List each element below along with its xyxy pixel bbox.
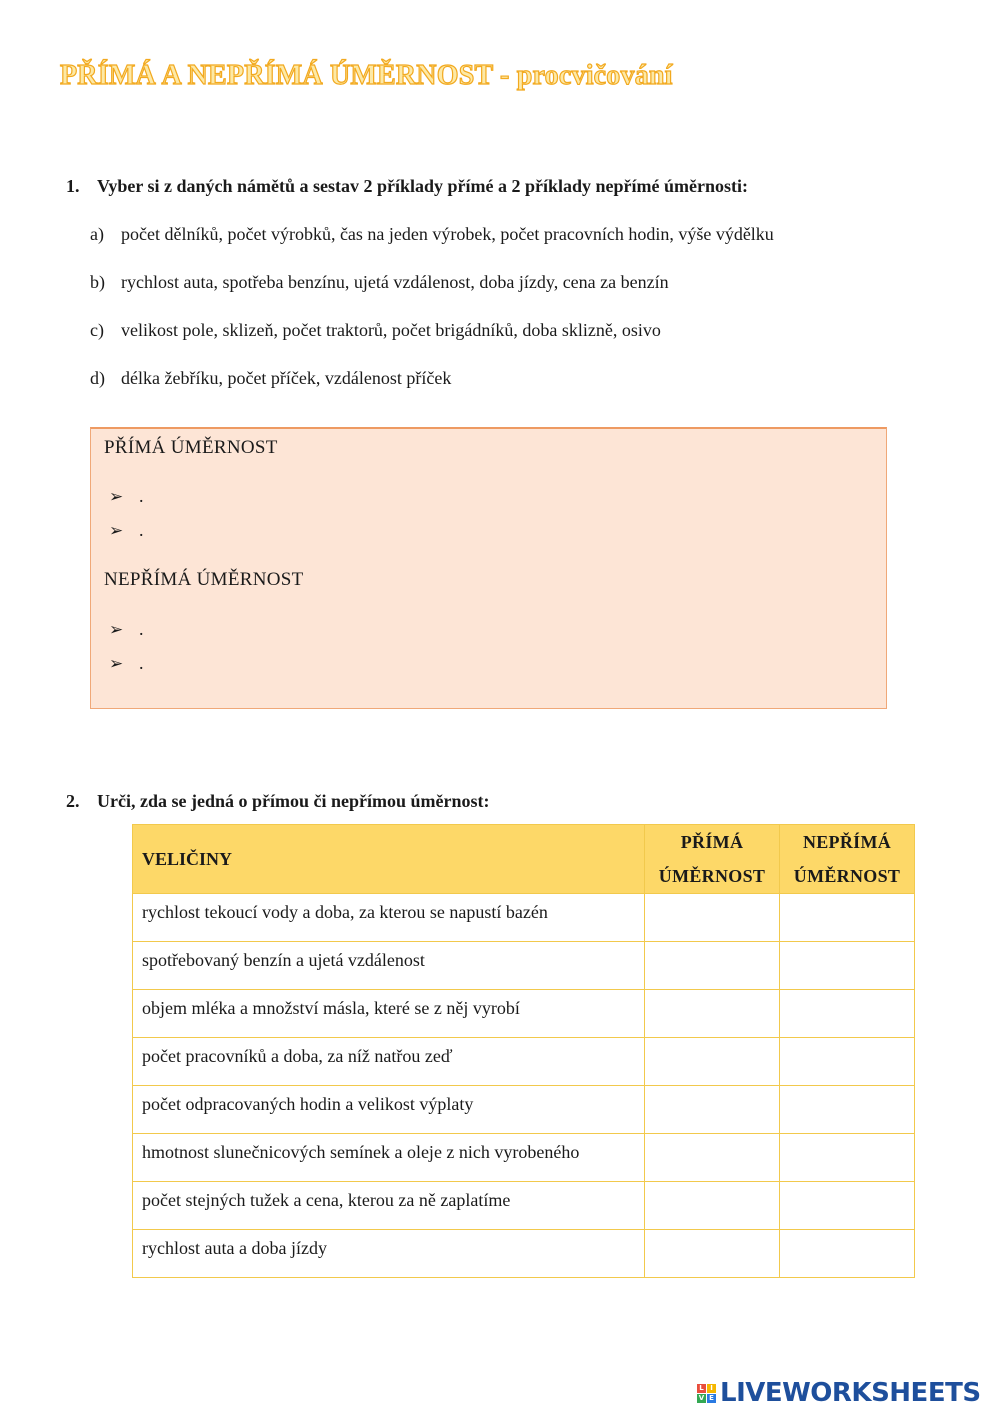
answer-box xyxy=(90,427,887,709)
inverse-answer-cell[interactable] xyxy=(780,1182,915,1230)
row-quantities: objem mléka a množství másla, které se z něj vyrobí xyxy=(133,990,645,1038)
header-inverse-line1: NEPŘÍMÁ xyxy=(802,832,892,852)
inverse-answer-cell[interactable] xyxy=(780,1038,915,1086)
task2-number: 2. xyxy=(66,791,80,811)
direct-proportion-heading: PŘÍMÁ ÚMĚRNOST xyxy=(104,437,278,458)
option-letter: b) xyxy=(90,272,105,292)
task1-heading-text: Vyber si z daných námětů a sestav 2 příklady přímé a 2 příklady nepřímé úměrnosti: xyxy=(97,176,749,196)
logo-letter: L xyxy=(697,1384,706,1393)
row-quantities: počet pracovníků a doba, za níž natřou zeď xyxy=(133,1038,645,1086)
option-text: velikost pole, sklizeň, počet traktorů, počet brigádníků, doba sklizně, osivo xyxy=(121,320,661,340)
inverse-answer-cell[interactable] xyxy=(780,1086,915,1134)
answer-text: . xyxy=(139,486,144,506)
liveworksheets-logo[interactable] xyxy=(697,1378,981,1408)
logo-letter: E xyxy=(707,1394,716,1403)
arrow-bullet-icon: ➢ xyxy=(109,521,124,541)
direct-answer-cell[interactable] xyxy=(645,1182,780,1230)
task1-option-b xyxy=(90,272,669,293)
option-letter: a) xyxy=(90,224,104,244)
row-quantities: rychlost tekoucí vody a doba, za kterou se napustí bazén xyxy=(133,894,645,942)
option-text: rychlost auta, spotřeba benzínu, ujetá vzdálenost, doba jízdy, cena za benzín xyxy=(121,272,669,292)
direct-answer-cell[interactable] xyxy=(645,990,780,1038)
header-inverse xyxy=(780,825,915,894)
direct-answer-cell[interactable] xyxy=(645,942,780,990)
inverse-answer-cell[interactable] xyxy=(780,1134,915,1182)
direct-answer-cell[interactable] xyxy=(645,1230,780,1278)
proportion-table xyxy=(132,824,915,1278)
inverse-answer-line-2[interactable] xyxy=(109,653,144,674)
table-row xyxy=(133,1230,915,1278)
task2-heading xyxy=(66,791,489,812)
task1-option-c xyxy=(90,320,661,341)
task1-option-d xyxy=(90,368,451,389)
answer-text: . xyxy=(139,619,144,639)
header-quantities: VELIČINY xyxy=(133,825,645,894)
logo-letter: V xyxy=(698,1393,705,1402)
arrow-bullet-icon: ➢ xyxy=(109,654,124,674)
task2-heading-text: Urči, zda se jedná o přímou či nepřímou úměrnost: xyxy=(97,791,490,811)
inverse-answer-cell[interactable] xyxy=(780,990,915,1038)
row-quantities: spotřebovaný benzín a ujetá vzdálenost xyxy=(133,942,645,990)
direct-answer-line-1[interactable] xyxy=(109,486,144,507)
option-text: délka žebříku, počet příček, vzdálenost příček xyxy=(121,368,452,388)
table-row xyxy=(133,1134,915,1182)
inverse-answer-cell[interactable] xyxy=(780,942,915,990)
task1-option-a xyxy=(90,224,774,245)
inverse-proportion-heading: NEPŘÍMÁ ÚMĚRNOST xyxy=(104,569,304,590)
answer-text: . xyxy=(139,653,144,673)
option-text: počet dělníků, počet výrobků, čas na jeden výrobek, počet pracovních hodin, výše výdělku xyxy=(121,224,774,244)
table-header-row xyxy=(133,825,915,894)
table-row xyxy=(133,1038,915,1086)
inverse-answer-cell[interactable] xyxy=(780,894,915,942)
task1-number: 1. xyxy=(66,176,80,196)
logo-grid-icon xyxy=(697,1384,716,1403)
row-quantities: hmotnost slunečnicových semínek a oleje z nich vyrobeného xyxy=(133,1134,645,1182)
table-row xyxy=(133,942,915,990)
option-letter: d) xyxy=(90,368,105,388)
table-row xyxy=(133,1182,915,1230)
row-quantities: počet odpracovaných hodin a velikost výplaty xyxy=(133,1086,645,1134)
answer-text: . xyxy=(139,520,144,540)
direct-answer-cell[interactable] xyxy=(645,1086,780,1134)
direct-answer-cell[interactable] xyxy=(645,894,780,942)
worksheet-title: PŘÍMÁ A NEPŘÍMÁ ÚMĚRNOST - procvičování xyxy=(60,60,673,91)
header-direct-line2: ÚMĚRNOST xyxy=(658,866,766,886)
direct-answer-cell[interactable] xyxy=(645,1038,780,1086)
arrow-bullet-icon: ➢ xyxy=(109,487,124,507)
table-row xyxy=(133,894,915,942)
option-letter: c) xyxy=(90,320,104,340)
logo-letter: I xyxy=(707,1384,716,1393)
header-inverse-line2: ÚMĚRNOST xyxy=(793,866,901,886)
logo-brand-text: LIVEWORKSHEETS xyxy=(720,1378,981,1408)
direct-answer-cell[interactable] xyxy=(645,1134,780,1182)
task1-heading xyxy=(66,176,748,197)
table-row xyxy=(133,990,915,1038)
table-row xyxy=(133,1086,915,1134)
inverse-answer-line-1[interactable] xyxy=(109,619,144,640)
header-direct xyxy=(645,825,780,894)
row-quantities: rychlost auta a doba jízdy xyxy=(133,1230,645,1278)
header-direct-line1: PŘÍMÁ xyxy=(680,832,744,852)
row-quantities: počet stejných tužek a cena, kterou za ně zaplatíme xyxy=(133,1182,645,1230)
direct-answer-line-2[interactable] xyxy=(109,520,144,541)
inverse-answer-cell[interactable] xyxy=(780,1230,915,1278)
arrow-bullet-icon: ➢ xyxy=(109,620,124,640)
